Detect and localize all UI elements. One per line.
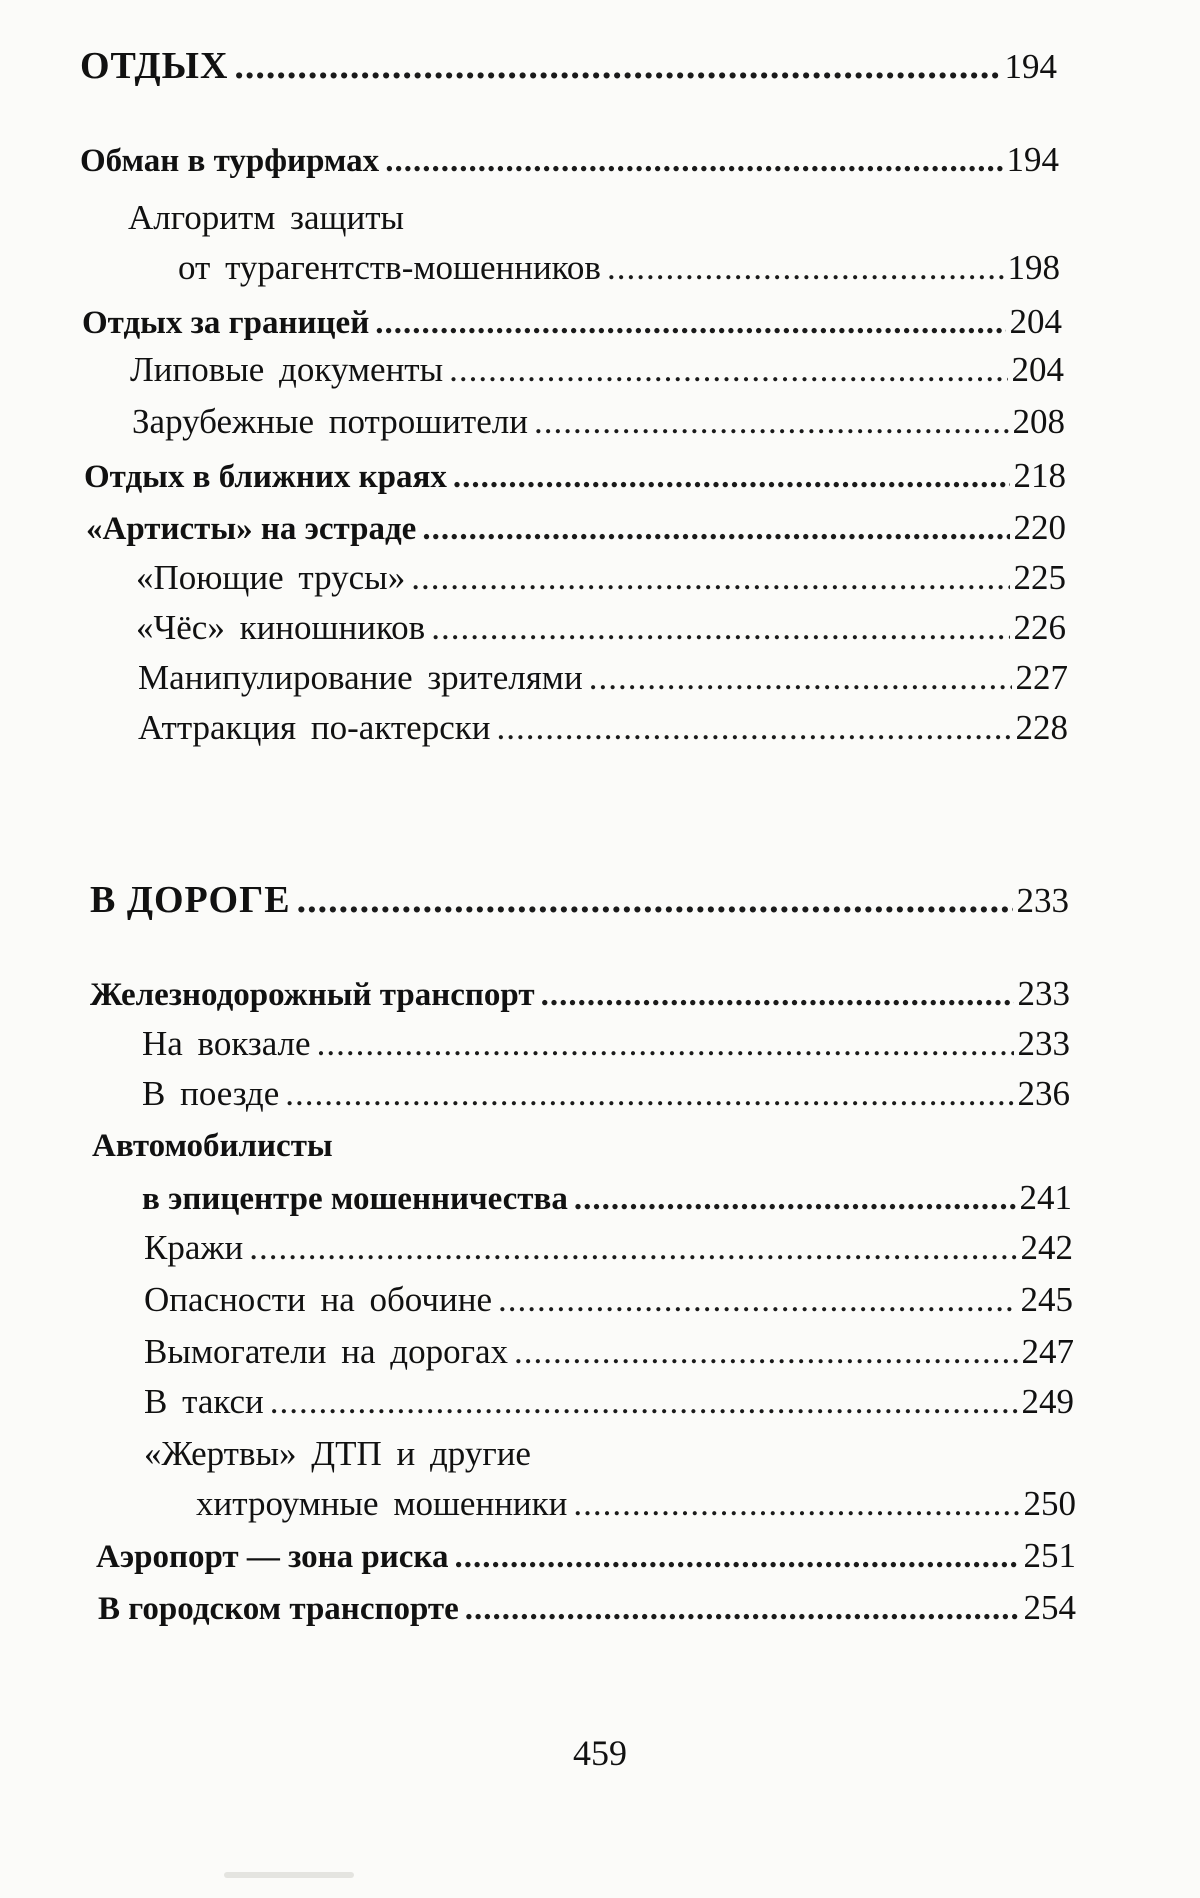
toc-subentry xyxy=(130,350,1064,390)
toc-page-number: 249 xyxy=(1021,1382,1074,1421)
toc-subentry xyxy=(142,1024,1070,1064)
toc-page-number: 242 xyxy=(1020,1228,1073,1267)
leader-dots xyxy=(431,608,1009,648)
toc-entry-label-line2: в эпицентре мошенничества xyxy=(142,1181,568,1217)
toc-page-number: 228 xyxy=(1015,708,1068,747)
scan-smudge xyxy=(224,1872,354,1878)
toc-chapter-entry xyxy=(82,302,1062,342)
toc-entry-label: Обман в турфирмах xyxy=(80,143,380,179)
toc-entry-label-line1: Автомобилисты xyxy=(92,1128,333,1164)
toc-page-number: 227 xyxy=(1015,658,1068,697)
toc-subentry xyxy=(144,1280,1073,1320)
toc-entry-label: В городском транспорте xyxy=(98,1591,459,1627)
toc-entry-label: Отдых за границей xyxy=(82,305,370,341)
leader-dots xyxy=(449,350,1007,390)
leader-dots xyxy=(411,558,1009,598)
toc-subentry xyxy=(142,1074,1070,1114)
leader-dots xyxy=(514,1332,1018,1372)
toc-subentry xyxy=(132,402,1065,442)
toc-subentry xyxy=(144,1382,1074,1422)
toc-page-number: 194 xyxy=(1006,140,1059,179)
toc-subentry xyxy=(144,1228,1073,1268)
toc-section-heading xyxy=(80,44,1057,88)
toc-entry-label: Зарубежные потрошители xyxy=(132,402,528,441)
toc-page-number: 233 xyxy=(1016,881,1069,920)
leader-dots xyxy=(453,459,1010,496)
toc-heading-label: ОТДЫХ xyxy=(80,45,229,87)
toc-page-number: 220 xyxy=(1013,508,1066,547)
toc-entry-label: «Поющие трусы» xyxy=(136,558,406,597)
toc-entry-label: «Чёс» киношников xyxy=(136,608,426,647)
toc-entry-label: Манипулирование зрителями xyxy=(138,658,583,697)
page-number-folio: 459 xyxy=(573,1733,627,1773)
toc-page-number: 204 xyxy=(1011,350,1064,389)
toc-entry-label: Кражи xyxy=(144,1228,244,1267)
leader-dots xyxy=(249,1228,1016,1268)
toc-entry-label: Липовые документы xyxy=(130,350,444,389)
toc-subentry xyxy=(144,1332,1074,1372)
toc-page-number: 198 xyxy=(1007,248,1060,287)
leader-dots xyxy=(375,305,1005,342)
leader-dots xyxy=(573,1484,1019,1524)
toc-entry-label: Отдых в ближних краях xyxy=(84,459,447,495)
toc-entry-label-line2: от турагентств-мошенников xyxy=(178,248,601,287)
toc-entry-label-line1: Алгоритм защиты xyxy=(128,198,405,237)
toc-entry-label: Аттракция по-актерски xyxy=(138,708,491,747)
toc-subentry xyxy=(136,608,1066,648)
toc-page-number: 245 xyxy=(1020,1280,1073,1319)
toc-chapter-entry xyxy=(142,1178,1072,1218)
toc-page-number: 241 xyxy=(1019,1178,1072,1217)
toc-page-number: 204 xyxy=(1009,302,1062,341)
toc-subentry xyxy=(178,248,1060,288)
leader-dots xyxy=(317,1024,1014,1064)
leader-dots xyxy=(589,658,1012,698)
leader-dots xyxy=(541,977,1014,1014)
toc-page-number: 194 xyxy=(1004,47,1057,86)
leader-dots xyxy=(385,143,1002,180)
toc-section-heading xyxy=(90,878,1069,922)
toc-chapter-entry xyxy=(90,974,1070,1014)
toc-page-number: 254 xyxy=(1023,1588,1076,1627)
toc-entry-label-line2: хитроумные мошенники xyxy=(196,1484,568,1523)
leader-dots xyxy=(270,1382,1018,1422)
leader-dots xyxy=(534,402,1009,442)
leader-dots xyxy=(465,1591,1020,1628)
toc-chapter-entry xyxy=(98,1588,1076,1628)
leader-dots xyxy=(574,1181,1016,1218)
toc-subentry xyxy=(196,1484,1076,1524)
toc-entry-label: В поезде xyxy=(142,1074,280,1113)
leader-dots xyxy=(234,44,1000,88)
toc-subentry xyxy=(136,558,1066,598)
toc-page-number: 251 xyxy=(1023,1536,1076,1575)
toc-page-number: 233 xyxy=(1017,1024,1070,1063)
toc-entry-label: Вымогатели на дорогах xyxy=(144,1332,508,1371)
toc-chapter-entry xyxy=(80,140,1059,180)
toc-chapter-entry xyxy=(86,508,1066,548)
toc-chapter-entry xyxy=(84,456,1066,496)
toc-entry-label: На вокзале xyxy=(142,1024,311,1063)
toc-entry-label: В такси xyxy=(144,1382,264,1421)
toc-entry-label: «Артисты» на эстраде xyxy=(86,511,417,547)
leader-dots xyxy=(498,1280,1016,1320)
toc-page-number: 225 xyxy=(1013,558,1066,597)
toc-entry-label: Железнодорожный транспорт xyxy=(90,977,535,1013)
toc-heading-label: В ДОРОГЕ xyxy=(90,879,291,921)
leader-dots xyxy=(422,511,1009,548)
toc-entry-label: Опасности на обочине xyxy=(144,1280,493,1319)
toc-page-number: 250 xyxy=(1023,1484,1076,1523)
toc-page-number: 247 xyxy=(1021,1332,1074,1371)
toc-entry-label: Аэропорт — зона риска xyxy=(96,1539,449,1575)
leader-dots xyxy=(297,878,1013,922)
toc-page-number: 208 xyxy=(1012,402,1065,441)
leader-dots xyxy=(454,1539,1019,1576)
toc-subentry xyxy=(138,708,1068,748)
toc-page-number: 226 xyxy=(1013,608,1066,647)
toc-chapter-entry xyxy=(96,1536,1076,1576)
toc-entry-label-line1: «Жертвы» ДТП и другие xyxy=(144,1434,531,1473)
leader-dots xyxy=(607,248,1004,288)
toc-page-number: 236 xyxy=(1017,1074,1070,1113)
toc-subentry xyxy=(138,658,1068,698)
leader-dots xyxy=(496,708,1011,748)
leader-dots xyxy=(285,1074,1013,1114)
toc-page-number: 233 xyxy=(1017,974,1070,1013)
toc-page-number: 218 xyxy=(1013,456,1066,495)
